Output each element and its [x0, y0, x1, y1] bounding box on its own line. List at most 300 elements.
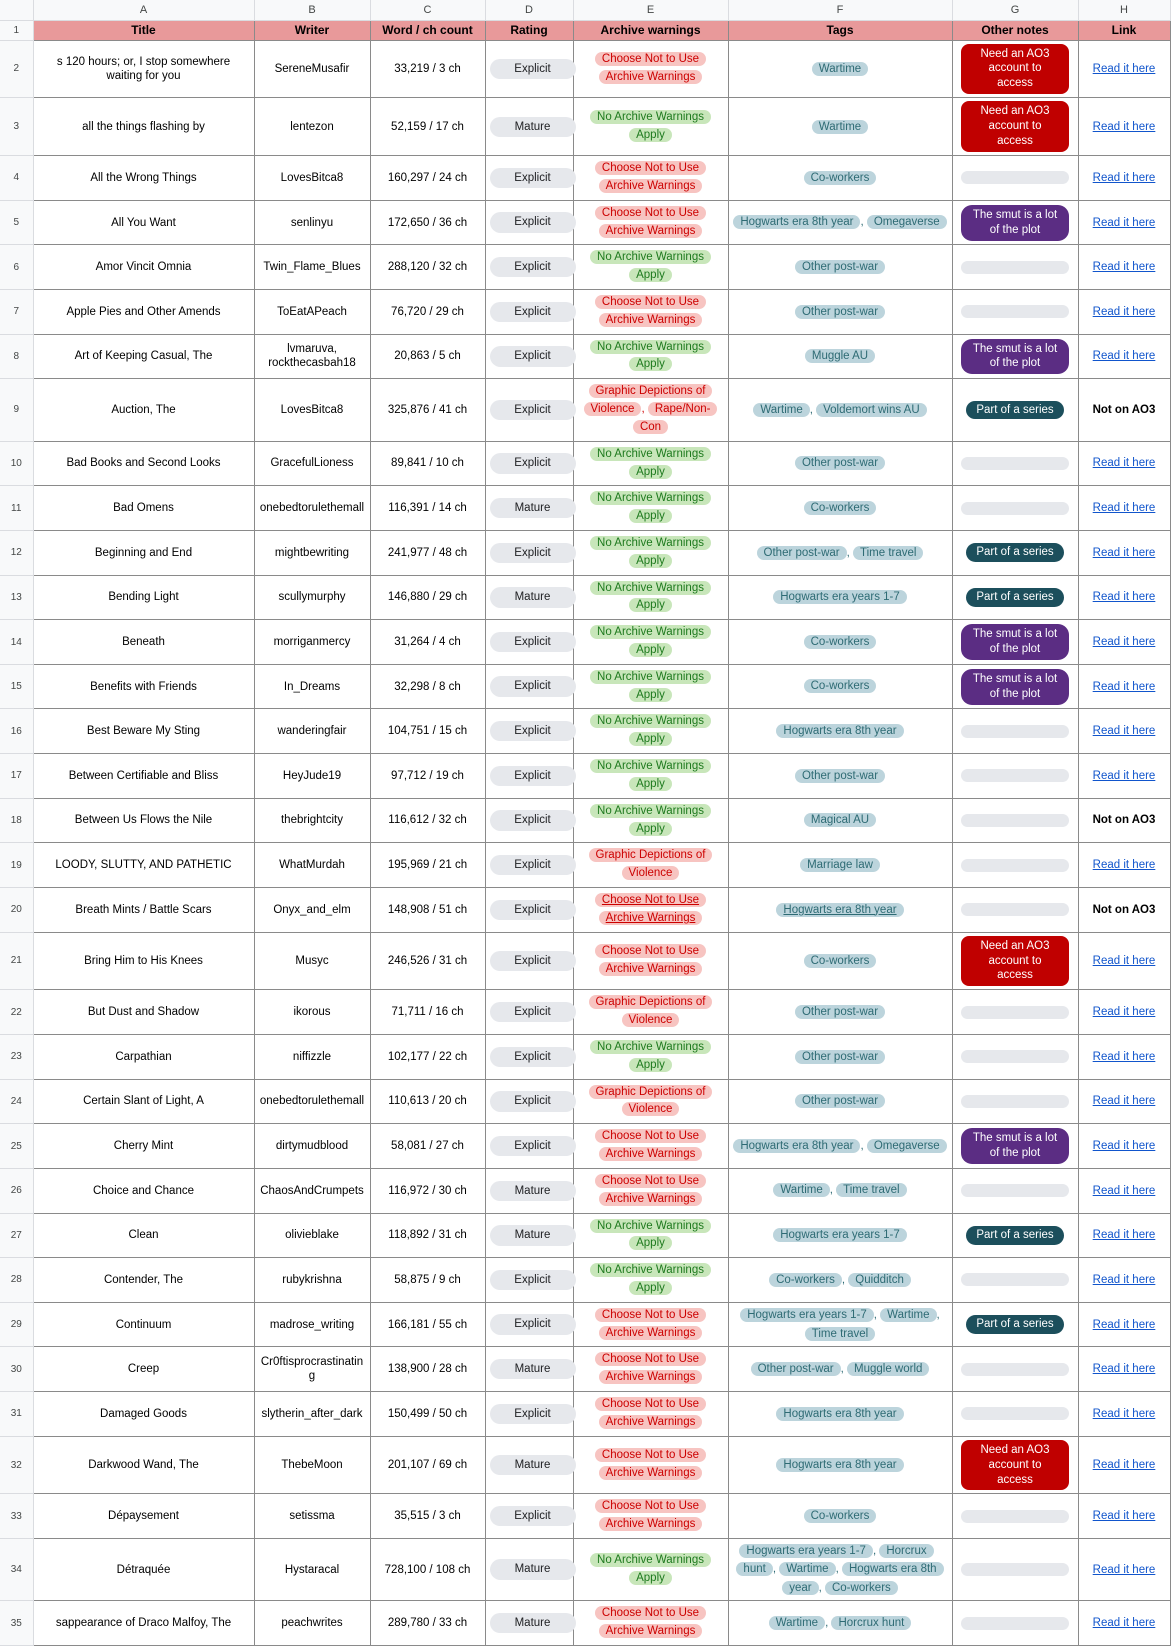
- read-it-here-link[interactable]: Read it here: [1092, 261, 1156, 274]
- row-number[interactable]: 8: [0, 334, 33, 379]
- cell-title[interactable]: sappearance of Draco Malfoy, The: [33, 1601, 254, 1646]
- column-letter-g[interactable]: G: [952, 0, 1078, 20]
- cell-word-count[interactable]: 160,297 / 24 ch: [370, 156, 485, 201]
- row-number[interactable]: 6: [0, 245, 33, 290]
- row-number[interactable]: 22: [0, 990, 33, 1035]
- cell-other-notes[interactable]: [952, 379, 1078, 441]
- table-row[interactable]: [0, 620, 1170, 665]
- table-row[interactable]: [0, 1539, 1170, 1601]
- cell-archive-warnings[interactable]: [573, 754, 728, 799]
- cell-other-notes[interactable]: [952, 1302, 1078, 1347]
- cell-word-count[interactable]: 288,120 / 32 ch: [370, 245, 485, 290]
- cell-rating[interactable]: [485, 1168, 573, 1213]
- cell-link[interactable]: [1078, 1035, 1170, 1080]
- cell-word-count[interactable]: 76,720 / 29 ch: [370, 290, 485, 335]
- row-number[interactable]: 2: [0, 40, 33, 98]
- cell-other-notes[interactable]: [952, 40, 1078, 98]
- cell-tags[interactable]: [728, 334, 952, 379]
- cell-title[interactable]: Bending Light: [33, 575, 254, 620]
- cell-word-count[interactable]: 116,612 / 32 ch: [370, 798, 485, 843]
- cell-archive-warnings[interactable]: [573, 1035, 728, 1080]
- cell-writer[interactable]: senlinyu: [254, 200, 370, 245]
- cell-rating[interactable]: [485, 290, 573, 335]
- row-number[interactable]: 12: [0, 530, 33, 575]
- cell-writer[interactable]: onebedtorulethemall: [254, 1079, 370, 1124]
- cell-writer[interactable]: LovesBitca8: [254, 156, 370, 201]
- cell-tags[interactable]: [728, 1539, 952, 1601]
- column-letter-e[interactable]: E: [573, 0, 728, 20]
- row-number[interactable]: 33: [0, 1494, 33, 1539]
- cell-archive-warnings[interactable]: [573, 932, 728, 990]
- cell-word-count[interactable]: 118,892 / 31 ch: [370, 1213, 485, 1258]
- column-letter-h[interactable]: H: [1078, 0, 1170, 20]
- row-number[interactable]: 34: [0, 1539, 33, 1601]
- cell-word-count[interactable]: 289,780 / 33 ch: [370, 1601, 485, 1646]
- cell-archive-warnings[interactable]: [573, 98, 728, 156]
- cell-archive-warnings[interactable]: [573, 379, 728, 441]
- row-number[interactable]: 24: [0, 1079, 33, 1124]
- cell-title[interactable]: Bad Books and Second Looks: [33, 441, 254, 486]
- read-it-here-link[interactable]: Read it here: [1092, 635, 1156, 648]
- cell-word-count[interactable]: 35,515 / 3 ch: [370, 1494, 485, 1539]
- cell-other-notes[interactable]: [952, 1168, 1078, 1213]
- column-letter-f[interactable]: F: [728, 0, 952, 20]
- cell-tags[interactable]: [728, 245, 952, 290]
- cell-rating[interactable]: [485, 245, 573, 290]
- cell-title[interactable]: Bad Omens: [33, 486, 254, 531]
- table-row[interactable]: [0, 334, 1170, 379]
- cell-word-count[interactable]: 32,298 / 8 ch: [370, 664, 485, 709]
- select-all-corner[interactable]: [0, 0, 33, 20]
- cell-rating[interactable]: [485, 575, 573, 620]
- cell-title[interactable]: All the Wrong Things: [33, 156, 254, 201]
- cell-tags[interactable]: [728, 290, 952, 335]
- cell-archive-warnings[interactable]: [573, 245, 728, 290]
- read-it-here-link[interactable]: Read it here: [1092, 954, 1156, 967]
- read-it-here-link[interactable]: Read it here: [1092, 680, 1156, 693]
- row-number[interactable]: 11: [0, 486, 33, 531]
- cell-other-notes[interactable]: [952, 1539, 1078, 1601]
- cell-other-notes[interactable]: [952, 990, 1078, 1035]
- row-number[interactable]: 21: [0, 932, 33, 990]
- row-number[interactable]: 26: [0, 1168, 33, 1213]
- cell-other-notes[interactable]: [952, 1258, 1078, 1303]
- cell-writer[interactable]: niffizzle: [254, 1035, 370, 1080]
- cell-tags[interactable]: [728, 1392, 952, 1437]
- cell-link[interactable]: [1078, 754, 1170, 799]
- cell-title[interactable]: Auction, The: [33, 379, 254, 441]
- cell-word-count[interactable]: 104,751 / 15 ch: [370, 709, 485, 754]
- cell-title[interactable]: s 120 hours; or, I stop somewhere waiting for you: [33, 40, 254, 98]
- cell-tags[interactable]: [728, 575, 952, 620]
- read-it-here-link[interactable]: Read it here: [1092, 1273, 1156, 1286]
- table-row[interactable]: [0, 1392, 1170, 1437]
- cell-other-notes[interactable]: [952, 1035, 1078, 1080]
- cell-tags[interactable]: [728, 1035, 952, 1080]
- table-row[interactable]: [0, 932, 1170, 990]
- column-letter-a[interactable]: A: [33, 0, 254, 20]
- cell-word-count[interactable]: 138,900 / 28 ch: [370, 1347, 485, 1392]
- row-number[interactable]: 7: [0, 290, 33, 335]
- table-row[interactable]: [0, 530, 1170, 575]
- table-row[interactable]: [0, 1347, 1170, 1392]
- cell-tags[interactable]: [728, 754, 952, 799]
- row-number[interactable]: 1: [0, 20, 33, 40]
- cell-writer[interactable]: Hystaracal: [254, 1539, 370, 1601]
- cell-other-notes[interactable]: [952, 575, 1078, 620]
- cell-other-notes[interactable]: [952, 754, 1078, 799]
- cell-link[interactable]: [1078, 200, 1170, 245]
- row-number[interactable]: 5: [0, 200, 33, 245]
- cell-title[interactable]: Best Beware My Sting: [33, 709, 254, 754]
- cell-archive-warnings[interactable]: [573, 1436, 728, 1494]
- cell-title[interactable]: Amor Vincit Omnia: [33, 245, 254, 290]
- cell-writer[interactable]: madrose_writing: [254, 1302, 370, 1347]
- row-number[interactable]: 19: [0, 843, 33, 888]
- cell-word-count[interactable]: 102,177 / 22 ch: [370, 1035, 485, 1080]
- cell-tags[interactable]: [728, 486, 952, 531]
- read-it-here-link[interactable]: Read it here: [1092, 1407, 1156, 1420]
- cell-writer[interactable]: onebedtorulethemall: [254, 486, 370, 531]
- cell-title[interactable]: All You Want: [33, 200, 254, 245]
- cell-rating[interactable]: [485, 1436, 573, 1494]
- cell-word-count[interactable]: 728,100 / 108 ch: [370, 1539, 485, 1601]
- cell-archive-warnings[interactable]: [573, 530, 728, 575]
- cell-tags[interactable]: [728, 40, 952, 98]
- table-row[interactable]: [0, 486, 1170, 531]
- table-row[interactable]: [0, 200, 1170, 245]
- cell-tags[interactable]: [728, 200, 952, 245]
- cell-link[interactable]: [1078, 334, 1170, 379]
- row-number[interactable]: 30: [0, 1347, 33, 1392]
- table-row[interactable]: [0, 1213, 1170, 1258]
- row-number[interactable]: 10: [0, 441, 33, 486]
- cell-tags[interactable]: [728, 798, 952, 843]
- row-number[interactable]: 23: [0, 1035, 33, 1080]
- cell-rating[interactable]: [485, 754, 573, 799]
- read-it-here-link[interactable]: Read it here: [1092, 1459, 1156, 1472]
- cell-other-notes[interactable]: [952, 486, 1078, 531]
- cell-writer[interactable]: dirtymudblood: [254, 1124, 370, 1169]
- column-header-g[interactable]: Other notes: [952, 20, 1078, 40]
- table-row[interactable]: [0, 1436, 1170, 1494]
- cell-rating[interactable]: [485, 1213, 573, 1258]
- cell-other-notes[interactable]: [952, 1436, 1078, 1494]
- row-number[interactable]: 28: [0, 1258, 33, 1303]
- cell-other-notes[interactable]: [952, 156, 1078, 201]
- read-it-here-link[interactable]: Read it here: [1092, 725, 1156, 738]
- table-row[interactable]: [0, 709, 1170, 754]
- row-number[interactable]: 15: [0, 664, 33, 709]
- cell-tags[interactable]: [728, 98, 952, 156]
- cell-writer[interactable]: GracefulLioness: [254, 441, 370, 486]
- cell-link[interactable]: [1078, 530, 1170, 575]
- cell-link[interactable]: [1078, 1436, 1170, 1494]
- cell-archive-warnings[interactable]: [573, 1258, 728, 1303]
- cell-tags[interactable]: [728, 1213, 952, 1258]
- row-number[interactable]: 31: [0, 1392, 33, 1437]
- cell-tags[interactable]: [728, 1258, 952, 1303]
- cell-rating[interactable]: [485, 1302, 573, 1347]
- cell-archive-warnings[interactable]: [573, 1494, 728, 1539]
- table-row[interactable]: [0, 1494, 1170, 1539]
- read-it-here-link[interactable]: Read it here: [1092, 62, 1156, 75]
- column-header-e[interactable]: Archive warnings: [573, 20, 728, 40]
- cell-title[interactable]: Détraquée: [33, 1539, 254, 1601]
- cell-other-notes[interactable]: [952, 798, 1078, 843]
- cell-archive-warnings[interactable]: [573, 200, 728, 245]
- cell-word-count[interactable]: 97,712 / 19 ch: [370, 754, 485, 799]
- row-number[interactable]: 20: [0, 887, 33, 932]
- cell-title[interactable]: Breath Mints / Battle Scars: [33, 887, 254, 932]
- cell-writer[interactable]: SereneMusafir: [254, 40, 370, 98]
- column-header-h[interactable]: Link: [1078, 20, 1170, 40]
- cell-archive-warnings[interactable]: [573, 334, 728, 379]
- read-it-here-link[interactable]: Read it here: [1092, 1510, 1156, 1523]
- cell-tags[interactable]: [728, 1168, 952, 1213]
- cell-title[interactable]: Contender, The: [33, 1258, 254, 1303]
- cell-title[interactable]: Certain Slant of Light, A: [33, 1079, 254, 1124]
- cell-title[interactable]: Benefits with Friends: [33, 664, 254, 709]
- cell-other-notes[interactable]: [952, 200, 1078, 245]
- cell-archive-warnings[interactable]: [573, 1601, 728, 1646]
- cell-rating[interactable]: [485, 1347, 573, 1392]
- cell-rating[interactable]: [485, 1079, 573, 1124]
- read-it-here-link[interactable]: Read it here: [1092, 1563, 1156, 1576]
- column-header-d[interactable]: Rating: [485, 20, 573, 40]
- cell-link[interactable]: [1078, 379, 1170, 441]
- cell-other-notes[interactable]: [952, 843, 1078, 888]
- cell-other-notes[interactable]: [952, 1601, 1078, 1646]
- cell-title[interactable]: Damaged Goods: [33, 1392, 254, 1437]
- read-it-here-link[interactable]: Read it here: [1092, 120, 1156, 133]
- cell-other-notes[interactable]: [952, 530, 1078, 575]
- cell-archive-warnings[interactable]: [573, 990, 728, 1035]
- cell-word-count[interactable]: 110,613 / 20 ch: [370, 1079, 485, 1124]
- cell-title[interactable]: Choice and Chance: [33, 1168, 254, 1213]
- cell-writer[interactable]: olivieblake: [254, 1213, 370, 1258]
- cell-tags[interactable]: [728, 156, 952, 201]
- cell-archive-warnings[interactable]: [573, 40, 728, 98]
- cell-link[interactable]: [1078, 1079, 1170, 1124]
- table-row[interactable]: [0, 798, 1170, 843]
- column-header-b[interactable]: Writer: [254, 20, 370, 40]
- cell-title[interactable]: Between Us Flows the Nile: [33, 798, 254, 843]
- cell-writer[interactable]: LovesBitca8: [254, 379, 370, 441]
- cell-word-count[interactable]: 172,650 / 36 ch: [370, 200, 485, 245]
- cell-title[interactable]: Beneath: [33, 620, 254, 665]
- read-it-here-link[interactable]: Read it here: [1092, 546, 1156, 559]
- cell-link[interactable]: [1078, 1168, 1170, 1213]
- cell-word-count[interactable]: 58,081 / 27 ch: [370, 1124, 485, 1169]
- read-it-here-link[interactable]: Read it here: [1092, 457, 1156, 470]
- table-row[interactable]: [0, 245, 1170, 290]
- row-number[interactable]: 27: [0, 1213, 33, 1258]
- cell-writer[interactable]: setissma: [254, 1494, 370, 1539]
- table-row[interactable]: [0, 379, 1170, 441]
- cell-title[interactable]: Dépaysement: [33, 1494, 254, 1539]
- cell-archive-warnings[interactable]: [573, 486, 728, 531]
- cell-archive-warnings[interactable]: [573, 709, 728, 754]
- cell-writer[interactable]: ikorous: [254, 990, 370, 1035]
- cell-rating[interactable]: [485, 1124, 573, 1169]
- cell-link[interactable]: [1078, 40, 1170, 98]
- read-it-here-link[interactable]: Read it here: [1092, 591, 1156, 604]
- cell-link[interactable]: [1078, 156, 1170, 201]
- table-row[interactable]: [0, 1258, 1170, 1303]
- table-row[interactable]: [0, 843, 1170, 888]
- cell-tags[interactable]: [728, 530, 952, 575]
- cell-link[interactable]: [1078, 1494, 1170, 1539]
- cell-link[interactable]: [1078, 1347, 1170, 1392]
- cell-word-count[interactable]: 33,219 / 3 ch: [370, 40, 485, 98]
- cell-archive-warnings[interactable]: [573, 1168, 728, 1213]
- cell-word-count[interactable]: 195,969 / 21 ch: [370, 843, 485, 888]
- table-row[interactable]: [0, 887, 1170, 932]
- row-number[interactable]: 4: [0, 156, 33, 201]
- cell-other-notes[interactable]: [952, 1494, 1078, 1539]
- cell-word-count[interactable]: 20,863 / 5 ch: [370, 334, 485, 379]
- cell-rating[interactable]: [485, 98, 573, 156]
- cell-link[interactable]: [1078, 798, 1170, 843]
- cell-rating[interactable]: [485, 1494, 573, 1539]
- table-row[interactable]: [0, 1035, 1170, 1080]
- cell-word-count[interactable]: 166,181 / 55 ch: [370, 1302, 485, 1347]
- cell-other-notes[interactable]: [952, 1347, 1078, 1392]
- read-it-here-link[interactable]: Read it here: [1092, 1229, 1156, 1242]
- table-row[interactable]: [0, 156, 1170, 201]
- table-row[interactable]: [0, 1601, 1170, 1646]
- cell-tags[interactable]: [728, 1302, 952, 1347]
- read-it-here-link[interactable]: Read it here: [1092, 1363, 1156, 1376]
- read-it-here-link[interactable]: Read it here: [1092, 769, 1156, 782]
- cell-writer[interactable]: scullymurphy: [254, 575, 370, 620]
- row-number[interactable]: 18: [0, 798, 33, 843]
- cell-link[interactable]: [1078, 620, 1170, 665]
- cell-rating[interactable]: [485, 843, 573, 888]
- table-row[interactable]: [0, 40, 1170, 98]
- cell-title[interactable]: Bring Him to His Knees: [33, 932, 254, 990]
- column-header-a[interactable]: Title: [33, 20, 254, 40]
- cell-title[interactable]: Continuum: [33, 1302, 254, 1347]
- cell-word-count[interactable]: 146,880 / 29 ch: [370, 575, 485, 620]
- cell-tags[interactable]: [728, 843, 952, 888]
- cell-rating[interactable]: [485, 40, 573, 98]
- cell-writer[interactable]: lentezon: [254, 98, 370, 156]
- cell-word-count[interactable]: 150,499 / 50 ch: [370, 1392, 485, 1437]
- table-row[interactable]: [0, 664, 1170, 709]
- row-number[interactable]: 35: [0, 1601, 33, 1646]
- row-number[interactable]: 9: [0, 379, 33, 441]
- cell-title[interactable]: Carpathian: [33, 1035, 254, 1080]
- cell-writer[interactable]: ToEatAPeach: [254, 290, 370, 335]
- cell-tags[interactable]: [728, 709, 952, 754]
- cell-title[interactable]: Art of Keeping Casual, The: [33, 334, 254, 379]
- cell-rating[interactable]: [485, 486, 573, 531]
- cell-link[interactable]: [1078, 245, 1170, 290]
- cell-link[interactable]: [1078, 1601, 1170, 1646]
- cell-writer[interactable]: Musyc: [254, 932, 370, 990]
- cell-tags[interactable]: [728, 1124, 952, 1169]
- cell-word-count[interactable]: 71,711 / 16 ch: [370, 990, 485, 1035]
- table-row[interactable]: [0, 1124, 1170, 1169]
- cell-rating[interactable]: [485, 334, 573, 379]
- cell-word-count[interactable]: 116,391 / 14 ch: [370, 486, 485, 531]
- read-it-here-link[interactable]: Read it here: [1092, 1006, 1156, 1019]
- cell-rating[interactable]: [485, 200, 573, 245]
- cell-title[interactable]: But Dust and Shadow: [33, 990, 254, 1035]
- cell-archive-warnings[interactable]: [573, 1347, 728, 1392]
- cell-tags[interactable]: [728, 620, 952, 665]
- cell-word-count[interactable]: 116,972 / 30 ch: [370, 1168, 485, 1213]
- cell-rating[interactable]: [485, 664, 573, 709]
- read-it-here-link[interactable]: Read it here: [1092, 171, 1156, 184]
- cell-archive-warnings[interactable]: [573, 843, 728, 888]
- cell-rating[interactable]: [485, 709, 573, 754]
- cell-link[interactable]: [1078, 664, 1170, 709]
- cell-tags[interactable]: [728, 379, 952, 441]
- cell-other-notes[interactable]: [952, 290, 1078, 335]
- cell-word-count[interactable]: 31,264 / 4 ch: [370, 620, 485, 665]
- cell-link[interactable]: [1078, 990, 1170, 1035]
- cell-archive-warnings[interactable]: [573, 887, 728, 932]
- cell-tags[interactable]: [728, 1436, 952, 1494]
- cell-archive-warnings[interactable]: [573, 1079, 728, 1124]
- cell-archive-warnings[interactable]: [573, 1124, 728, 1169]
- cell-link[interactable]: [1078, 1392, 1170, 1437]
- cell-tags[interactable]: [728, 1079, 952, 1124]
- cell-archive-warnings[interactable]: [573, 575, 728, 620]
- cell-rating[interactable]: [485, 1035, 573, 1080]
- cell-word-count[interactable]: 325,876 / 41 ch: [370, 379, 485, 441]
- read-it-here-link[interactable]: Read it here: [1092, 1617, 1156, 1630]
- cell-link[interactable]: [1078, 1124, 1170, 1169]
- read-it-here-link[interactable]: Read it here: [1092, 1318, 1156, 1331]
- cell-rating[interactable]: [485, 1601, 573, 1646]
- table-row[interactable]: [0, 754, 1170, 799]
- cell-other-notes[interactable]: [952, 245, 1078, 290]
- cell-link[interactable]: [1078, 98, 1170, 156]
- cell-tags[interactable]: [728, 932, 952, 990]
- column-letter-b[interactable]: B: [254, 0, 370, 20]
- cell-tags[interactable]: [728, 1494, 952, 1539]
- cell-tags[interactable]: [728, 664, 952, 709]
- cell-rating[interactable]: [485, 379, 573, 441]
- cell-writer[interactable]: lvmaruva, rockthecasbah18: [254, 334, 370, 379]
- cell-writer[interactable]: Onyx_and_elm: [254, 887, 370, 932]
- cell-archive-warnings[interactable]: [573, 664, 728, 709]
- read-it-here-link[interactable]: Read it here: [1092, 502, 1156, 515]
- cell-tags[interactable]: [728, 441, 952, 486]
- cell-title[interactable]: LOODY, SLUTTY, AND PATHETIC: [33, 843, 254, 888]
- cell-rating[interactable]: [485, 990, 573, 1035]
- cell-link[interactable]: [1078, 486, 1170, 531]
- cell-word-count[interactable]: 201,107 / 69 ch: [370, 1436, 485, 1494]
- cell-rating[interactable]: [485, 1539, 573, 1601]
- table-row[interactable]: [0, 98, 1170, 156]
- cell-rating[interactable]: [485, 1258, 573, 1303]
- cell-writer[interactable]: ChaosAndCrumpets: [254, 1168, 370, 1213]
- cell-archive-warnings[interactable]: [573, 1302, 728, 1347]
- read-it-here-link[interactable]: Read it here: [1092, 1050, 1156, 1063]
- cell-archive-warnings[interactable]: [573, 290, 728, 335]
- cell-rating[interactable]: [485, 1392, 573, 1437]
- cell-other-notes[interactable]: [952, 98, 1078, 156]
- column-letter-c[interactable]: C: [370, 0, 485, 20]
- cell-other-notes[interactable]: [952, 1392, 1078, 1437]
- read-it-here-link[interactable]: Read it here: [1092, 350, 1156, 363]
- column-header-c[interactable]: Word / ch count: [370, 20, 485, 40]
